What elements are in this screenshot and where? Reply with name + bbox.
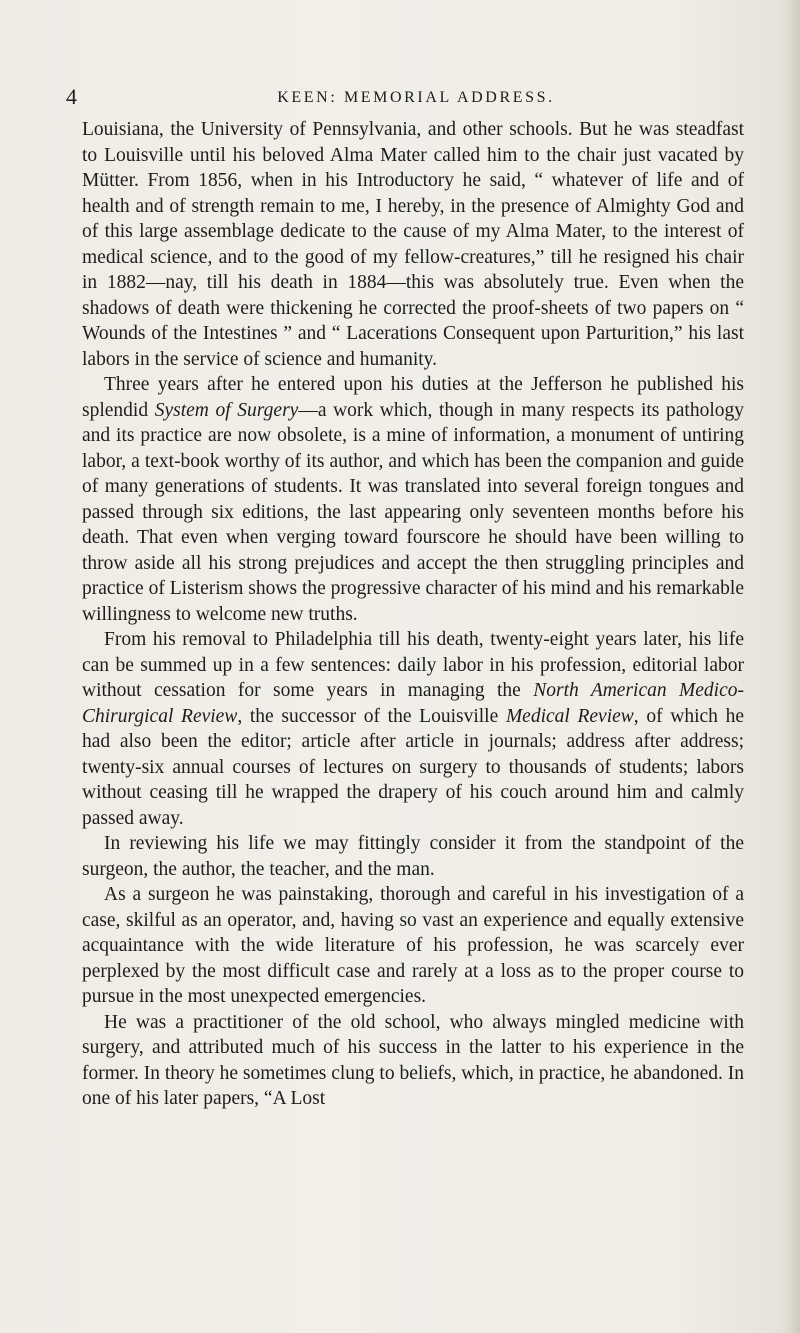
page-number: 4	[66, 84, 77, 109]
paragraph-text: From his removal to Philadelphia till his death, twenty-eight years later, his life can be summed up in a few sentences: daily labor in his profession, editorial labor without cessation for some years in managing the	[82, 629, 744, 701]
paragraph-text: Three years after he entered upon his duties at the Jefferson he published his splendid	[82, 374, 744, 421]
running-head: KEEN: MEMORIAL ADDRESS.	[277, 89, 555, 106]
paragraph-text: In reviewing his life we may fittingly consider it from the standpoint of the surgeon, the author, the teacher, and the man.	[82, 833, 744, 880]
journal-title-italic: Medical Review	[505, 705, 634, 727]
paragraph-text: Louisiana, the University of Pennsylvania, and other schools. But he was steadfast to Louisville until his beloved Alma Mater called him to the chair just vacated by Mütter. From 1856, when in his Introductory he said, “ whatever of life and of health and of strength remain to me, I hereby, in the presence of Almighty God and of this large assemblage dedicate to the cause of my Alma Mater, to the interest of medical science, and to the good of my fellow-creatures,” till he resigned his chair in 1882—nay, till his death in 1884—this was absolutely true. Even when the shadows of death were thickening he corrected the proof-sheets of two papers on “ Wounds of the Intestines ” and “ Lacerations Consequent upon Parturition,” his last labors in the service of science and humanity.	[82, 119, 744, 370]
journal-title-italic: North American Medico-Chirurgical Review	[82, 680, 744, 727]
paragraph-text: He was a practitioner of the old school, who always mingled medicine with surgery, and attributed much of his success in the latter to his experience in the former. In theory he sometimes clung to beliefs, which, in practice, he abandoned. In one of his later papers, “A Lost	[82, 1011, 744, 1109]
body-text	[82, 117, 744, 1112]
page-edge-shadow	[786, 0, 800, 1333]
page-header	[66, 84, 766, 114]
paragraph-1	[82, 117, 744, 372]
paragraph-2	[82, 372, 744, 627]
paragraph-text: , of which he had also been the editor; article after article in journals; address after address; twenty-six annual courses of lectures on surgery to thousands of students; labors without ceasing till he wrapped the drapery of his couch around him and calmly passed away.	[82, 705, 744, 829]
paragraph-3	[82, 627, 744, 831]
paragraph-text: —a work which, though in many respects its pathology and its practice are now obsolete, is a mine of information, a monument of untiring labor, a text-book worthy of its author, and which has been the companion and guide of many generations of students. It was translated into several foreign tongues and passed through six editions, the last appearing only seventeen months before his death. That even when verging toward fourscore he should have been willing to throw aside all his strong prejudices and accept the then struggling principles and practice of Listerism shows the progressive character of his mind and his remarkable willingness to welcome new truths.	[82, 399, 744, 625]
paragraph-text: As a surgeon he was painstaking, thorough and careful in his investigation of a case, skilful as an operator, and, having so vast an experience and equally extensive acquaintance with the wide literature of his profession, he was scarcely ever perplexed by the most difficult case and rarely at a loss as to the proper course to pursue in the most unexpected emergencies.	[82, 884, 744, 1007]
book-title-italic: System of Surgery	[154, 399, 299, 421]
paragraph-4	[82, 831, 744, 882]
paragraph-6	[82, 1010, 744, 1112]
paragraph-text: , the successor of the Louisville	[237, 705, 506, 727]
paragraph-5	[82, 882, 744, 1010]
